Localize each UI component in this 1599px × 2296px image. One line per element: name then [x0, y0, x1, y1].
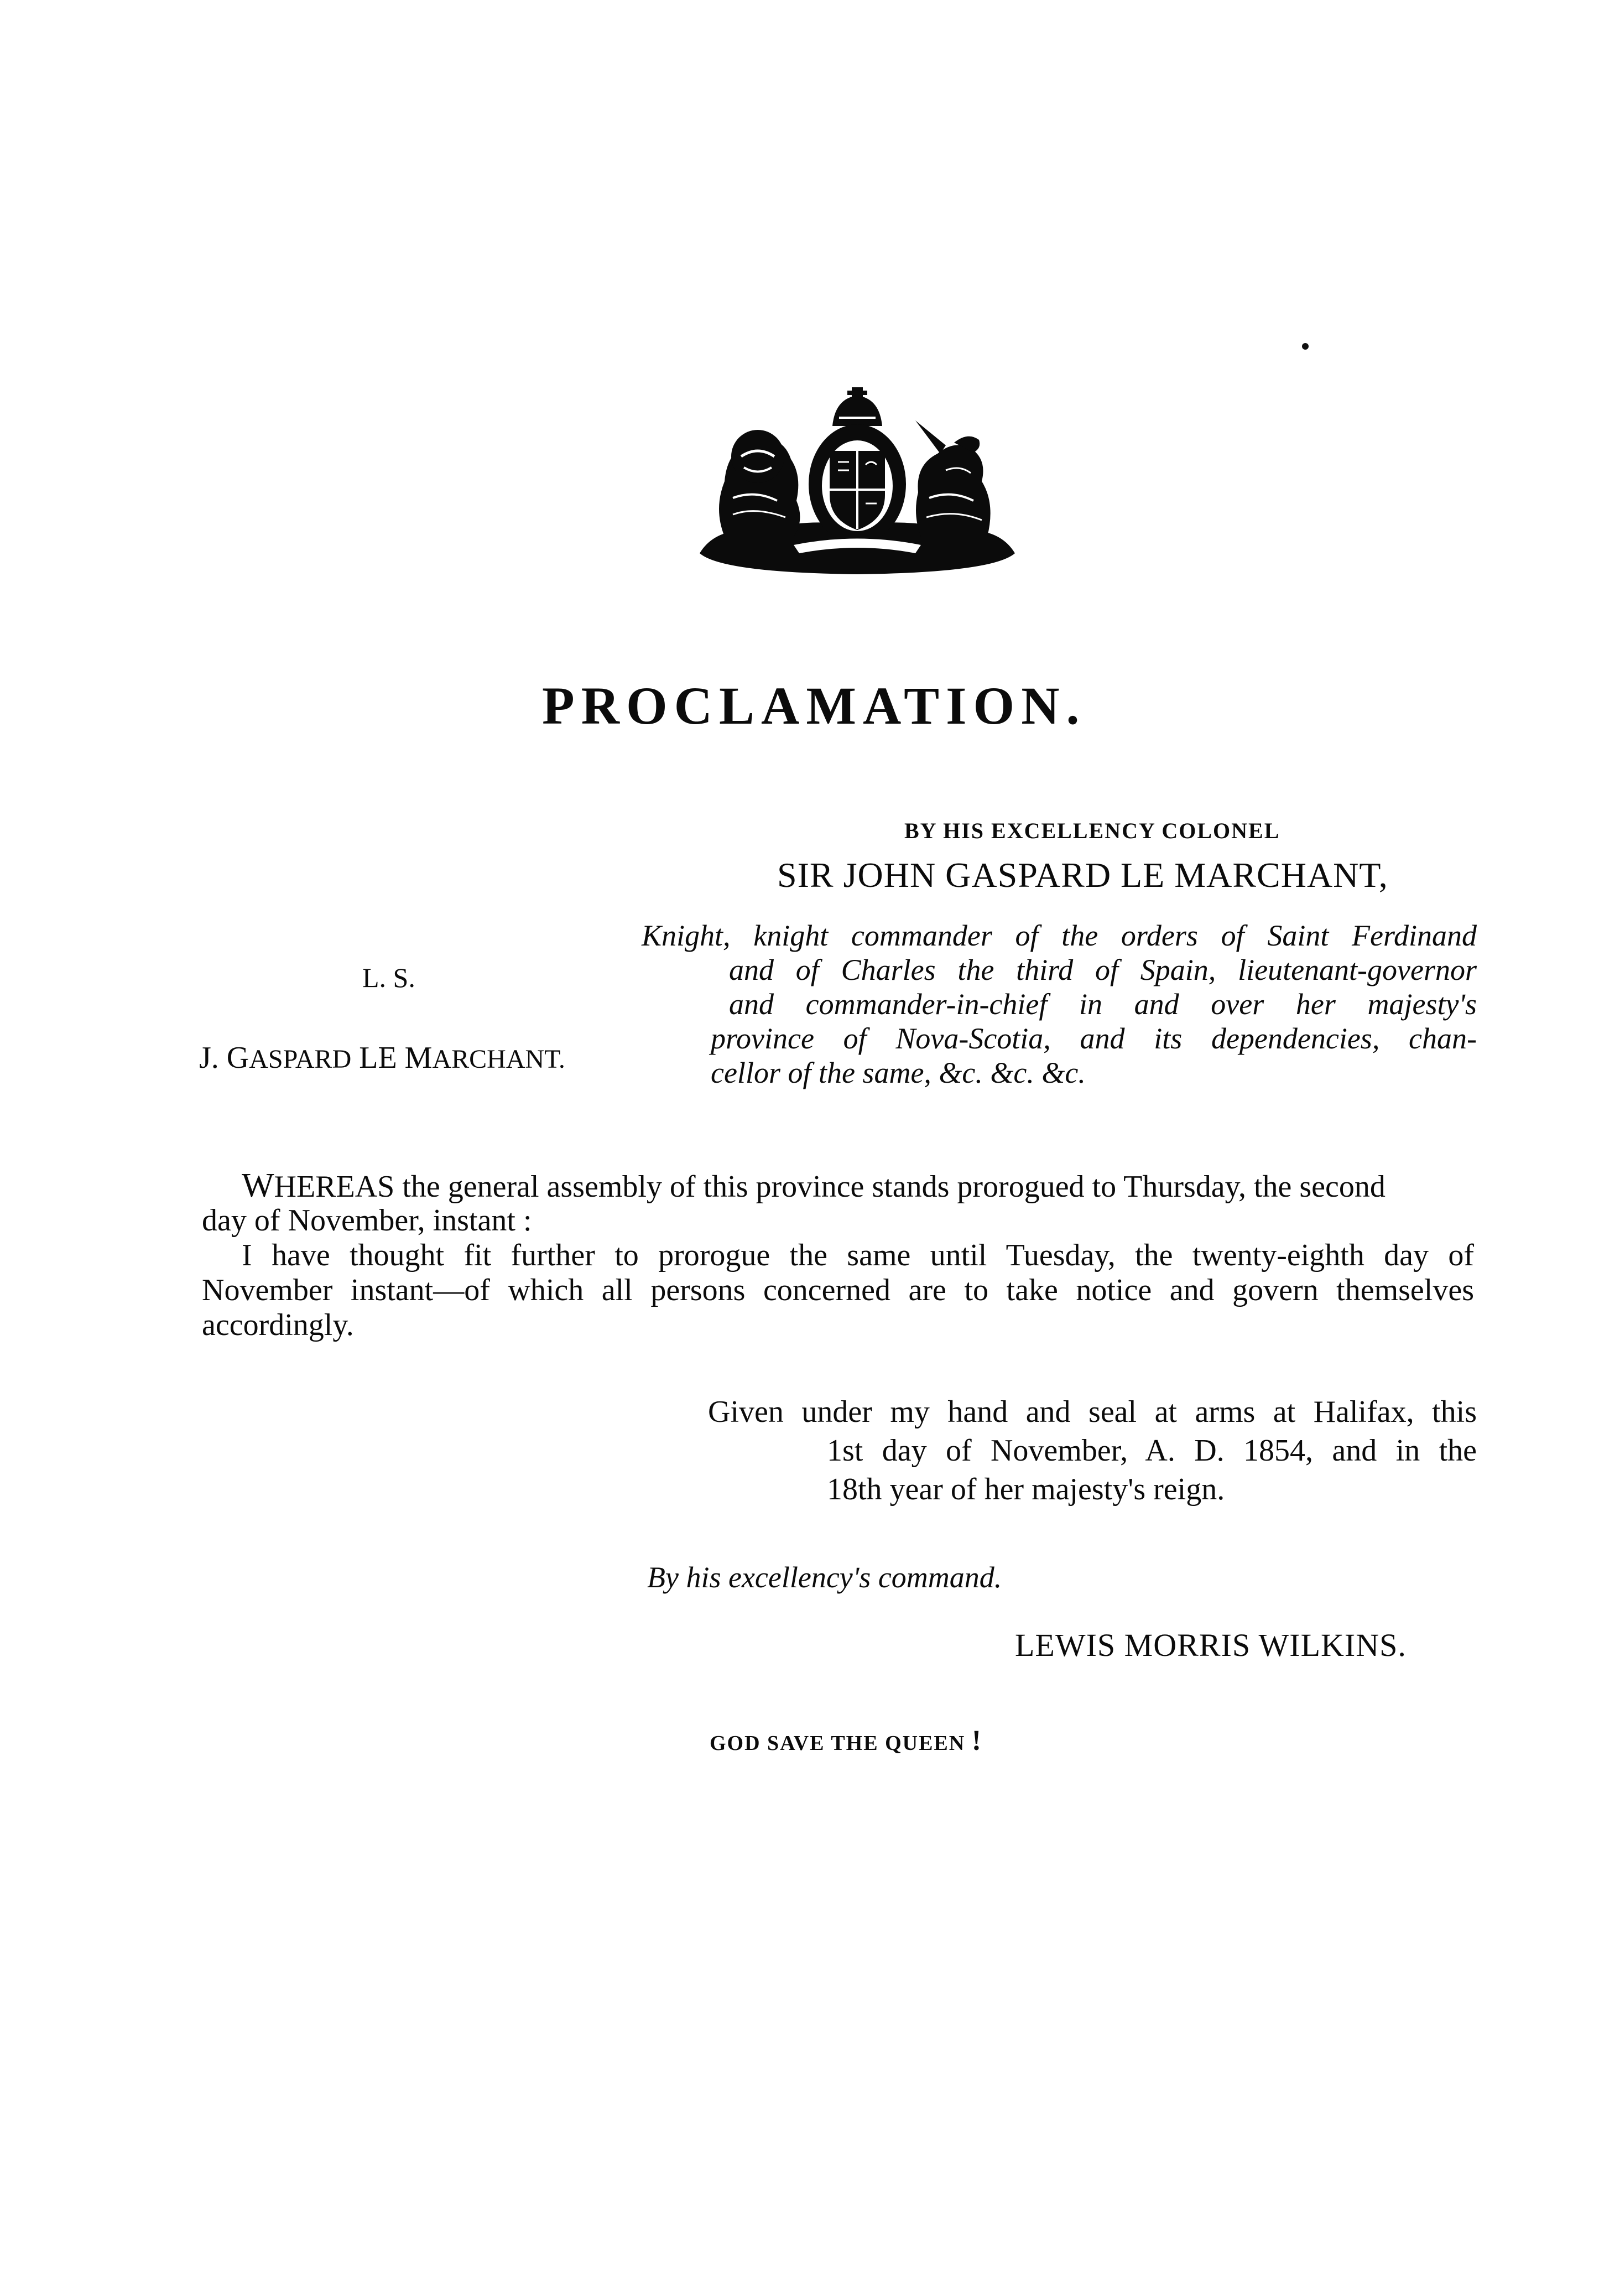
styles-line: Knight, knight commander of the orders of Saint Ferdinand — [642, 919, 1477, 952]
by-line: BY HIS EXCELLENCY COLONEL — [904, 818, 1280, 843]
god-save-the-queen — [710, 1724, 982, 1757]
locus-sigilli: L. S. — [362, 962, 415, 993]
styles-and-titles — [642, 918, 1477, 1107]
signature-smallcaps-2: ARCHANT. — [432, 1045, 565, 1074]
body-line — [242, 1168, 1474, 1204]
given-line: 1st day of November, A. D. 1854, and in the — [827, 1433, 1477, 1468]
coat-of-arms-icon — [694, 387, 1020, 575]
stray-dot-mark — [1302, 343, 1309, 350]
given-line: 18th year of her majesty's reign. — [827, 1472, 1225, 1507]
styles-line: and of Charles the third of Spain, lieutenant-governor — [729, 953, 1477, 986]
signature-initial: J. G — [199, 1041, 249, 1075]
styles-line: and commander-in-chief in and over her majesty's — [729, 988, 1477, 1021]
god-save-exclaim: ! — [971, 1725, 983, 1757]
styles-line: cellor of the same, &c. &c. &c. — [711, 1056, 1086, 1089]
whereas-initial: W — [242, 1167, 274, 1204]
page-title: PROCLAMATION. — [542, 676, 1086, 735]
god-save-text: GOD SAVE THE QUEEN — [710, 1732, 966, 1755]
command-line: By his excellency's command. — [647, 1561, 1002, 1594]
body-line: I have thought fit further to prorogue the same until Tuesday, the twenty-eighth day of — [242, 1238, 1474, 1272]
body-line: accordingly. — [202, 1308, 354, 1342]
body-text — [202, 1168, 1474, 1368]
signature — [199, 1040, 565, 1076]
body-line: November instant—of which all persons concerned are to take notice and govern themselves — [202, 1273, 1474, 1307]
whereas-smallcaps: HEREAS — [274, 1170, 395, 1204]
secretary-name: LEWIS MORRIS WILKINS. — [1015, 1627, 1407, 1663]
body-line: day of November, instant : — [202, 1203, 532, 1238]
signature-smallcaps-1: ASPARD — [249, 1045, 352, 1074]
body-line-text: the general assembly of this province stands prorogued to Thursday, the second — [394, 1170, 1386, 1204]
governor-name: SIR JOHN GASPARD LE MARCHANT, — [777, 855, 1388, 895]
signature-le-m: LE M — [351, 1041, 433, 1075]
given-line: Given under my hand and seal at arms at Halifax, this — [708, 1395, 1477, 1429]
styles-line: province of Nova-Scotia, and its dependencies, chan- — [711, 1022, 1477, 1055]
